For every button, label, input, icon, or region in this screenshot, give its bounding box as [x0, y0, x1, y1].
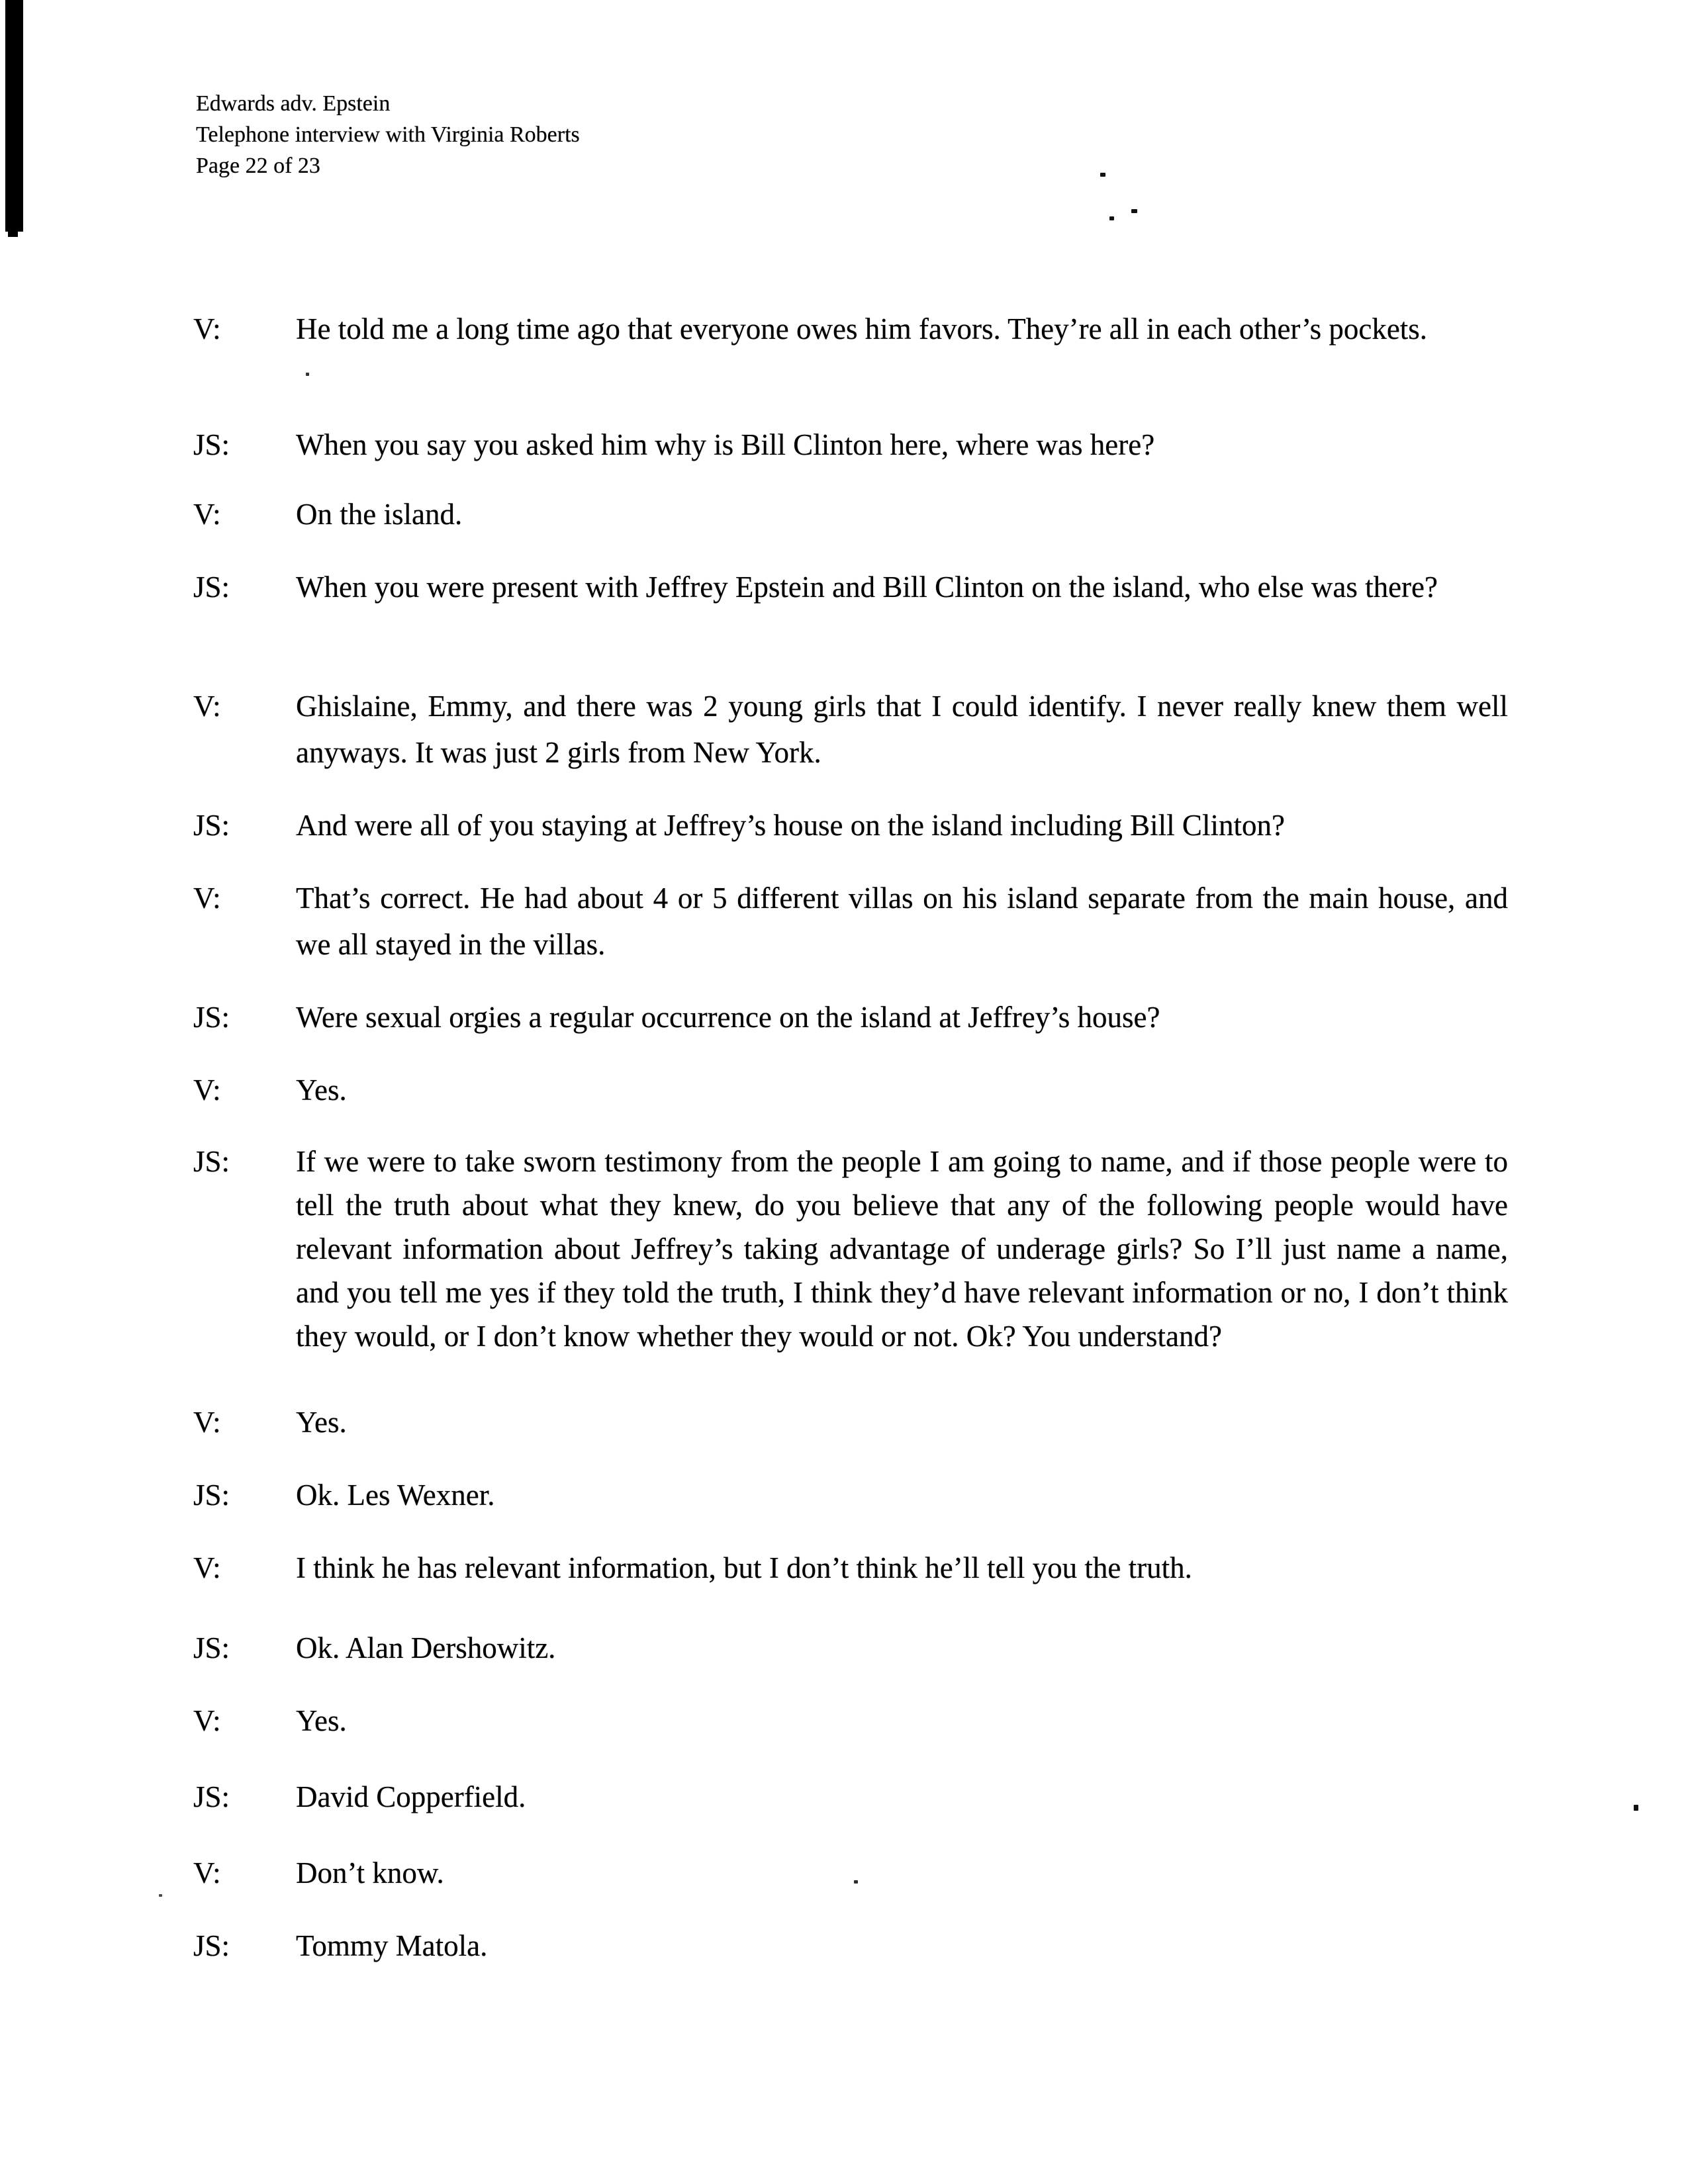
page-number: Page 22 of 23 [196, 154, 320, 178]
dialogue-row-4 [193, 564, 1508, 610]
speaker-label: V: [193, 1406, 221, 1439]
speaker-label: JS: [193, 1001, 230, 1034]
speaker-label: V: [193, 1073, 221, 1107]
dialogue-text: Yes. [296, 1406, 347, 1439]
dialogue-text: Were sexual orgies a regular occurrence on the island at Jeffrey’s house? [296, 1001, 1160, 1034]
scan-speck [306, 373, 309, 376]
dialogue-text: And were all of you staying at Jeffrey’s house on the island including Bill Clinton? [296, 809, 1285, 842]
dialogue-row-7 [193, 875, 1508, 968]
speaker-label: V: [193, 1551, 221, 1584]
scan-speck [1109, 216, 1114, 220]
speaker-label: V: [193, 498, 221, 531]
dialogue-row-1 [193, 306, 1508, 352]
dialogue-row-14 [193, 1625, 1508, 1671]
case-name: Edwards adv. Epstein [196, 91, 391, 116]
dialogue-row-9 [193, 1067, 1508, 1113]
dialogue-text: Ok. Les Wexner. [296, 1479, 495, 1512]
speaker-label: JS: [193, 1479, 230, 1512]
dialogue-text: Tommy Matola. [296, 1929, 488, 1962]
dialogue-row-13 [193, 1545, 1508, 1591]
dialogue-row-18 [193, 1923, 1508, 1969]
speaker-label: V: [193, 882, 221, 915]
dialogue-text: I think he has relevant information, but I don’t think he’ll tell you the truth. [296, 1551, 1192, 1584]
dialogue-row-11 [193, 1399, 1508, 1445]
document-header [196, 88, 580, 181]
dialogue-row-3 [193, 491, 1508, 537]
scan-speck [1100, 173, 1105, 177]
dialogue-text: If we were to take sworn testimony from the people I am going to name, and if those people were to tell the truth about what they knew, do you believe that any of the following people would have relevant information about Jeffrey’s taking advantage of underage girls? So I’ll just name a name, and you tell me yes if they told the truth, I think they’d have relevant information or no, I don’t think they would, or I don’t know whether they would or not. Ok? You understand? [296, 1145, 1508, 1353]
dialogue-text: Yes. [296, 1073, 347, 1107]
dialogue-text: David Copperfield. [296, 1780, 526, 1813]
dialogue-row-17 [193, 1850, 1508, 1896]
dialogue-text: When you say you asked him why is Bill Clinton here, where was here? [296, 428, 1155, 461]
scan-artifact-bar-tip [8, 232, 18, 237]
dialogue-row-16 [193, 1774, 1508, 1820]
dialogue-row-10 [193, 1140, 1508, 1358]
scan-artifact-bar [5, 0, 23, 232]
scan-speck [1131, 209, 1137, 213]
speaker-label: JS: [193, 1929, 230, 1962]
speaker-label: JS: [193, 428, 230, 461]
dialogue-text: That’s correct. He had about 4 or 5 different villas on his island separate from the main house, and we all stayed in the villas. [296, 882, 1508, 961]
dialogue-row-6 [193, 802, 1508, 848]
speaker-label: JS: [193, 570, 230, 604]
dialogue-row-15 [193, 1698, 1508, 1744]
document-subtitle: Telephone interview with Virginia Roberts [196, 122, 580, 147]
scan-speck [1634, 1805, 1638, 1811]
speaker-label: V: [193, 690, 221, 723]
dialogue-text: On the island. [296, 498, 463, 531]
dialogue-text: Ghislaine, Emmy, and there was 2 young girls that I could identify. I never really knew them well anyways. It was just 2 girls from New York. [296, 690, 1508, 769]
dialogue-row-8 [193, 994, 1508, 1040]
dialogue-text: Don’t know. [296, 1856, 444, 1889]
dialogue-row-5 [193, 683, 1508, 776]
dialogue-row-2 [193, 422, 1508, 468]
dialogue-text: Yes. [296, 1704, 347, 1737]
speaker-label: V: [193, 312, 221, 345]
speaker-label: JS: [193, 1145, 230, 1178]
dialogue-text: Ok. Alan Dershowitz. [296, 1631, 556, 1664]
scan-speck [159, 1894, 162, 1897]
speaker-label: JS: [193, 1780, 230, 1813]
dialogue-row-12 [193, 1472, 1508, 1518]
dialogue-text: When you were present with Jeffrey Epstein and Bill Clinton on the island, who else was there? [296, 570, 1438, 604]
dialogue-text: He told me a long time ago that everyone owes him favors. They’re all in each other’s pockets. [296, 312, 1428, 345]
speaker-label: V: [193, 1704, 221, 1737]
speaker-label: JS: [193, 809, 230, 842]
speaker-label: JS: [193, 1631, 230, 1664]
speaker-label: V: [193, 1856, 221, 1889]
